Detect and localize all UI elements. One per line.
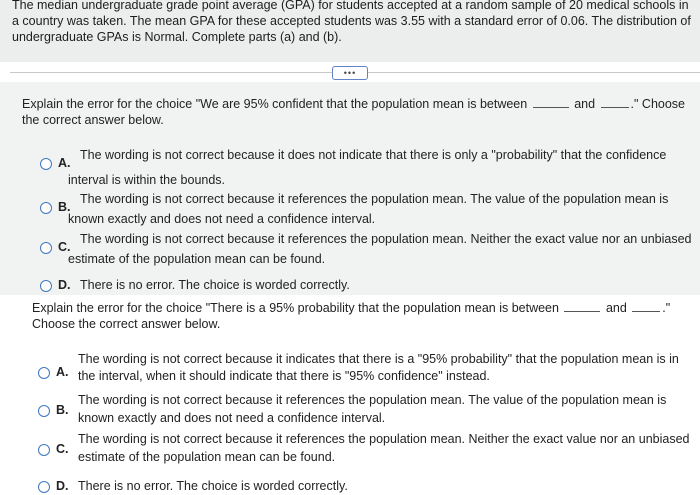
option-text-line1: The wording is not correct because it references the population mean. Neither the exact value nor an unbiased <box>80 232 692 246</box>
option-text-line1: The wording is not correct because it indicates that there is a "95% probability" that the population mean is in <box>78 352 679 366</box>
question-b-stem-end: ." <box>662 301 671 315</box>
radio-button[interactable] <box>38 405 50 417</box>
radio-button[interactable] <box>38 367 50 379</box>
and-text: and <box>605 301 627 315</box>
option-letter: B. <box>58 200 71 214</box>
option-text-line2: known exactly and does not need a confidence interval. <box>68 212 376 226</box>
radio-button[interactable] <box>40 158 52 170</box>
option-text-line2: interval is within the bounds. <box>68 173 226 187</box>
option-letter: B. <box>56 403 69 417</box>
option-letter: D. <box>56 479 69 493</box>
question-a-stem <box>22 96 692 128</box>
blank-lower <box>533 107 569 108</box>
expand-more-button[interactable]: ••• <box>332 66 368 80</box>
option-text-line2: the interval, when it should indicate that there is "95% confidence" instead. <box>78 369 490 383</box>
option-letter: A. <box>58 156 71 170</box>
radio-button[interactable] <box>40 280 52 292</box>
option-text-line2: estimate of the population mean can be found. <box>78 450 336 464</box>
question-b-stem <box>32 300 692 332</box>
blank-lower <box>564 311 600 312</box>
and-text: and <box>574 97 596 111</box>
option-text-line1: The wording is not correct because it references the population mean. Neither the exact value nor an unbiased <box>78 432 690 446</box>
option-text-line1: The wording is not correct because it references the population mean. The value of the population mean is <box>80 192 669 206</box>
problem-statement: The median undergraduate grade point average (GPA) for students accepted at a random sample of 20 medical schools in a country was taken. The mean GPA for these accepted students was 3.55 with a standard error of 0.06. The distribution of undergraduate GPAs is Normal. Complete parts (a) and (b). <box>12 0 691 44</box>
radio-button[interactable] <box>38 481 50 493</box>
option-text-line1: The wording is not correct because it references the population mean. The value of the population mean is <box>78 393 667 407</box>
option-letter: C. <box>58 240 71 254</box>
question-b-instruction: Choose the correct answer below. <box>32 317 221 331</box>
question-a-instruction: the correct answer below. <box>22 113 164 127</box>
option-text-line1: There is no error. The choice is worded correctly. <box>80 278 350 292</box>
question-a-stem-end: ." Choose <box>630 97 685 111</box>
option-text-line1: There is no error. The choice is worded correctly. <box>78 479 348 493</box>
question-a-stem-text: Explain the error for the choice "We are 95% confident that the population mean is between <box>22 97 528 111</box>
option-letter: D. <box>58 278 71 292</box>
option-text-line2: estimate of the population mean can be found. <box>68 252 326 266</box>
option-text-line1: The wording is not correct because it does not indicate that there is only a "probability" that the confidence <box>80 148 667 162</box>
radio-button[interactable] <box>40 242 52 254</box>
question-b-stem-text: Explain the error for the choice "There is a 95% probability that the population mean is between <box>32 301 559 315</box>
radio-button[interactable] <box>38 444 50 456</box>
blank-upper <box>632 311 660 312</box>
option-text-line2: known exactly and does not need a confidence interval. <box>78 411 386 425</box>
option-letter: A. <box>56 365 69 379</box>
radio-button[interactable] <box>40 202 52 214</box>
blank-upper <box>601 107 629 108</box>
option-letter: C. <box>56 442 69 456</box>
